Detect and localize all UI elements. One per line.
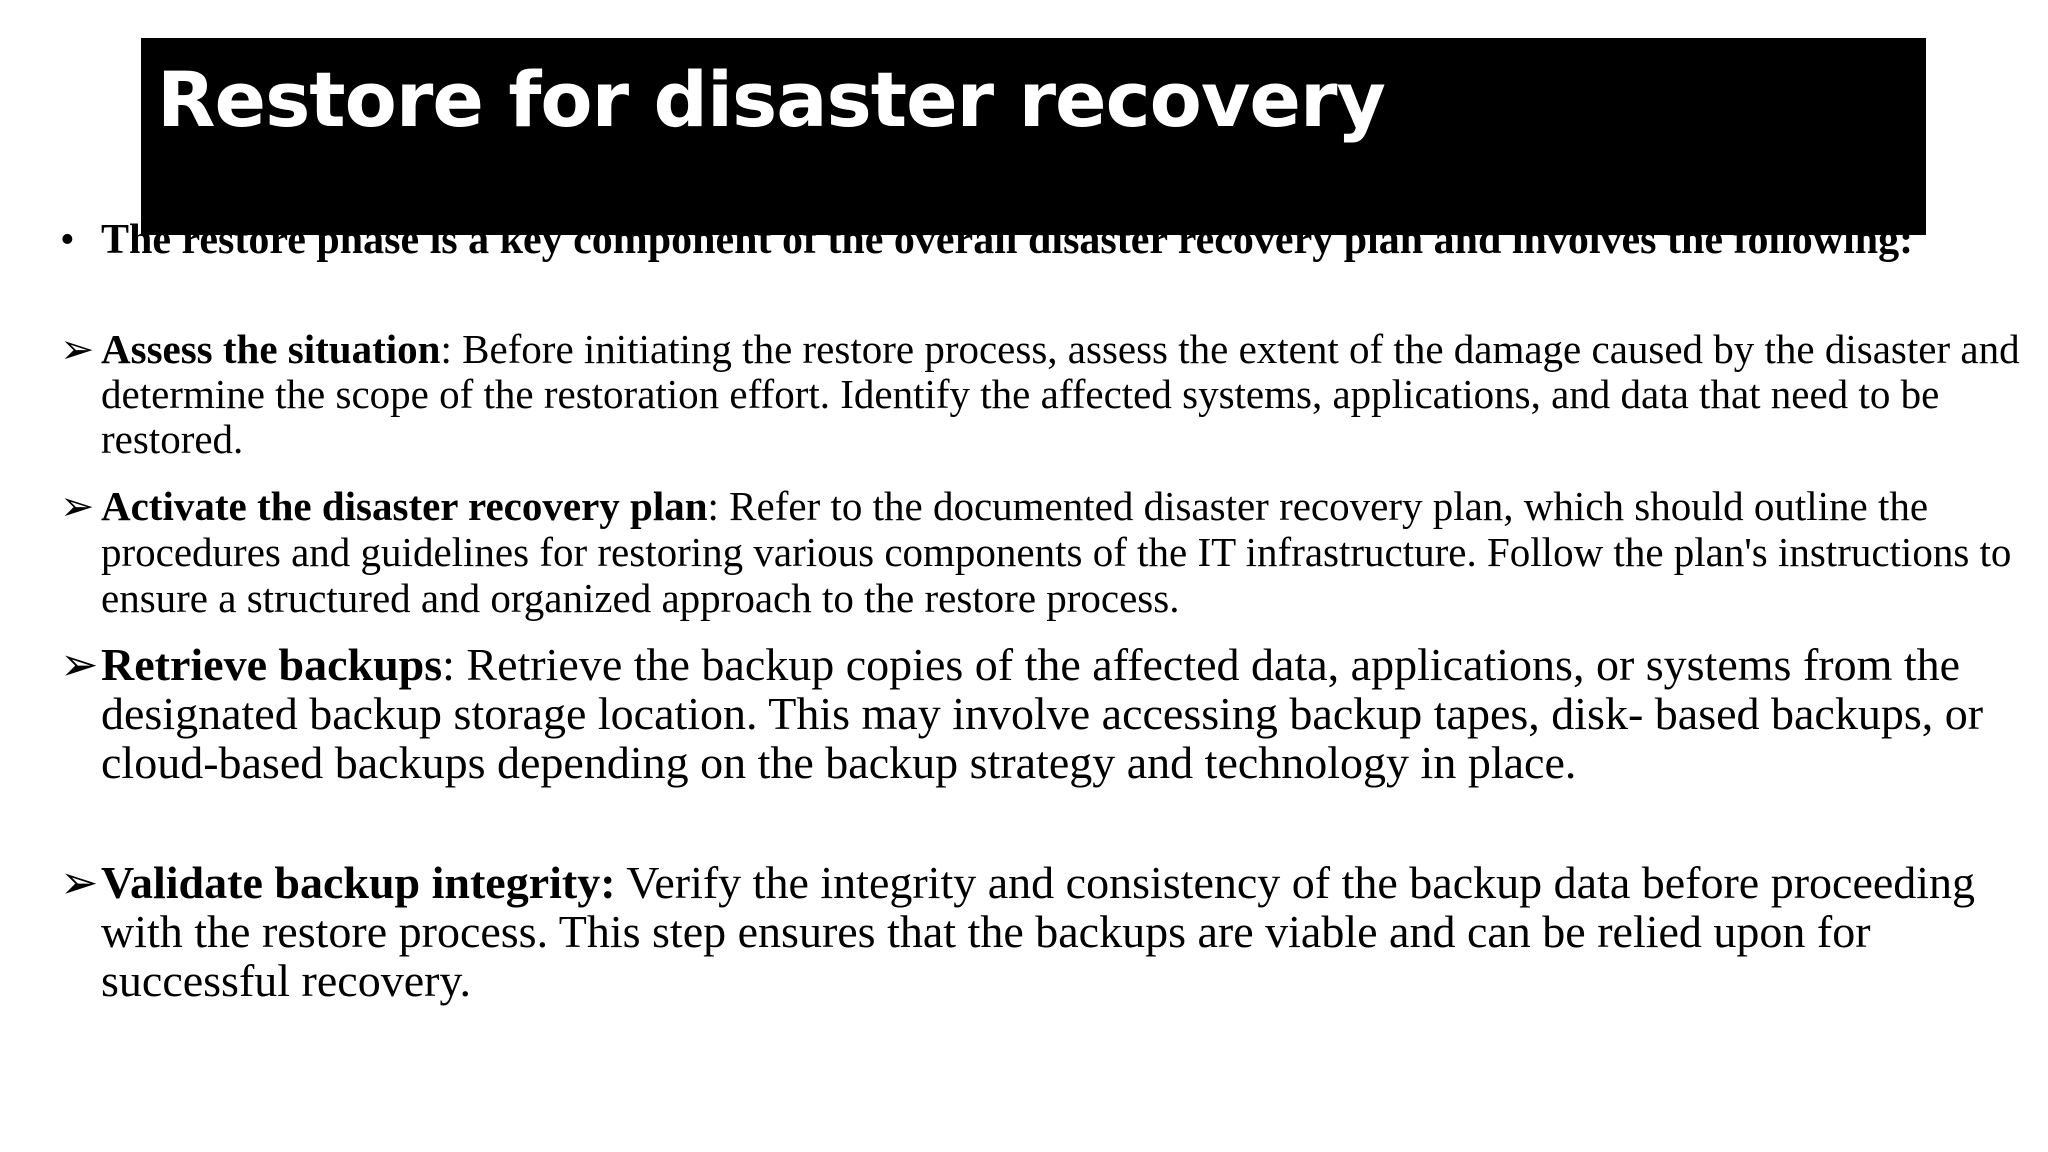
- list-item-text: [101, 858, 2020, 1005]
- list-item-term: Validate backup integrity:: [101, 857, 616, 908]
- list-item-text: [101, 327, 2020, 462]
- list-item-validate-integrity: [60, 858, 2020, 1005]
- arrow-bullet-icon: ➢: [60, 326, 95, 372]
- list-item-separator: :: [442, 639, 455, 690]
- arrow-bullet-icon: ➢: [60, 483, 95, 529]
- slide-title: Restore for disaster recovery: [157, 55, 1385, 144]
- list-item-text: [101, 640, 2020, 787]
- list-item-assess-situation: [60, 327, 2020, 462]
- list-item-description: Verify the integrity and consistency of the backup data before proceeding with the restore process. This step ensures that the backups are viable and can be relied upon for successful recovery.: [101, 857, 1976, 1006]
- intro-text: The restore phase is a key component of the overall disaster recovery plan and involves the following:: [101, 217, 1914, 263]
- list-item-retrieve-backups: [60, 640, 2020, 787]
- bullet-marker: •: [60, 217, 75, 263]
- list-item-text: [101, 483, 2020, 621]
- arrow-bullet-icon: ➢: [60, 857, 99, 908]
- arrow-bullet-icon: ➢: [60, 639, 99, 690]
- intro-bullet: [60, 218, 1940, 262]
- list-item-term: Assess the situation: [101, 326, 441, 372]
- list-item-separator: :: [707, 483, 719, 529]
- list-item-description: Before initiating the restore process, assess the extent of the damage caused by the disaster and determine the scope of the restoration effort. Identify the affected systems, applications, and data that need to be restored.: [101, 326, 2020, 462]
- list-item-term: Activate the disaster recovery plan: [101, 483, 708, 529]
- list-item-description: Retrieve the backup copies of the affected data, applications, or systems from the designated backup storage location. This may involve accessing backup tapes, disk- based backups, or cloud-based backups depending on the backup strategy and technology in place.: [101, 639, 1984, 788]
- list-item-term: Retrieve backups: [101, 639, 443, 690]
- list-item-activate-plan: [60, 483, 2020, 621]
- list-item-description: Refer to the documented disaster recovery plan, which should outline the procedures and guidelines for restoring various components of the IT infrastructure. Follow the plan's instructions to ensure a structured and organized approach to the restore process.: [101, 483, 2012, 621]
- list-item-separator: :: [440, 326, 452, 372]
